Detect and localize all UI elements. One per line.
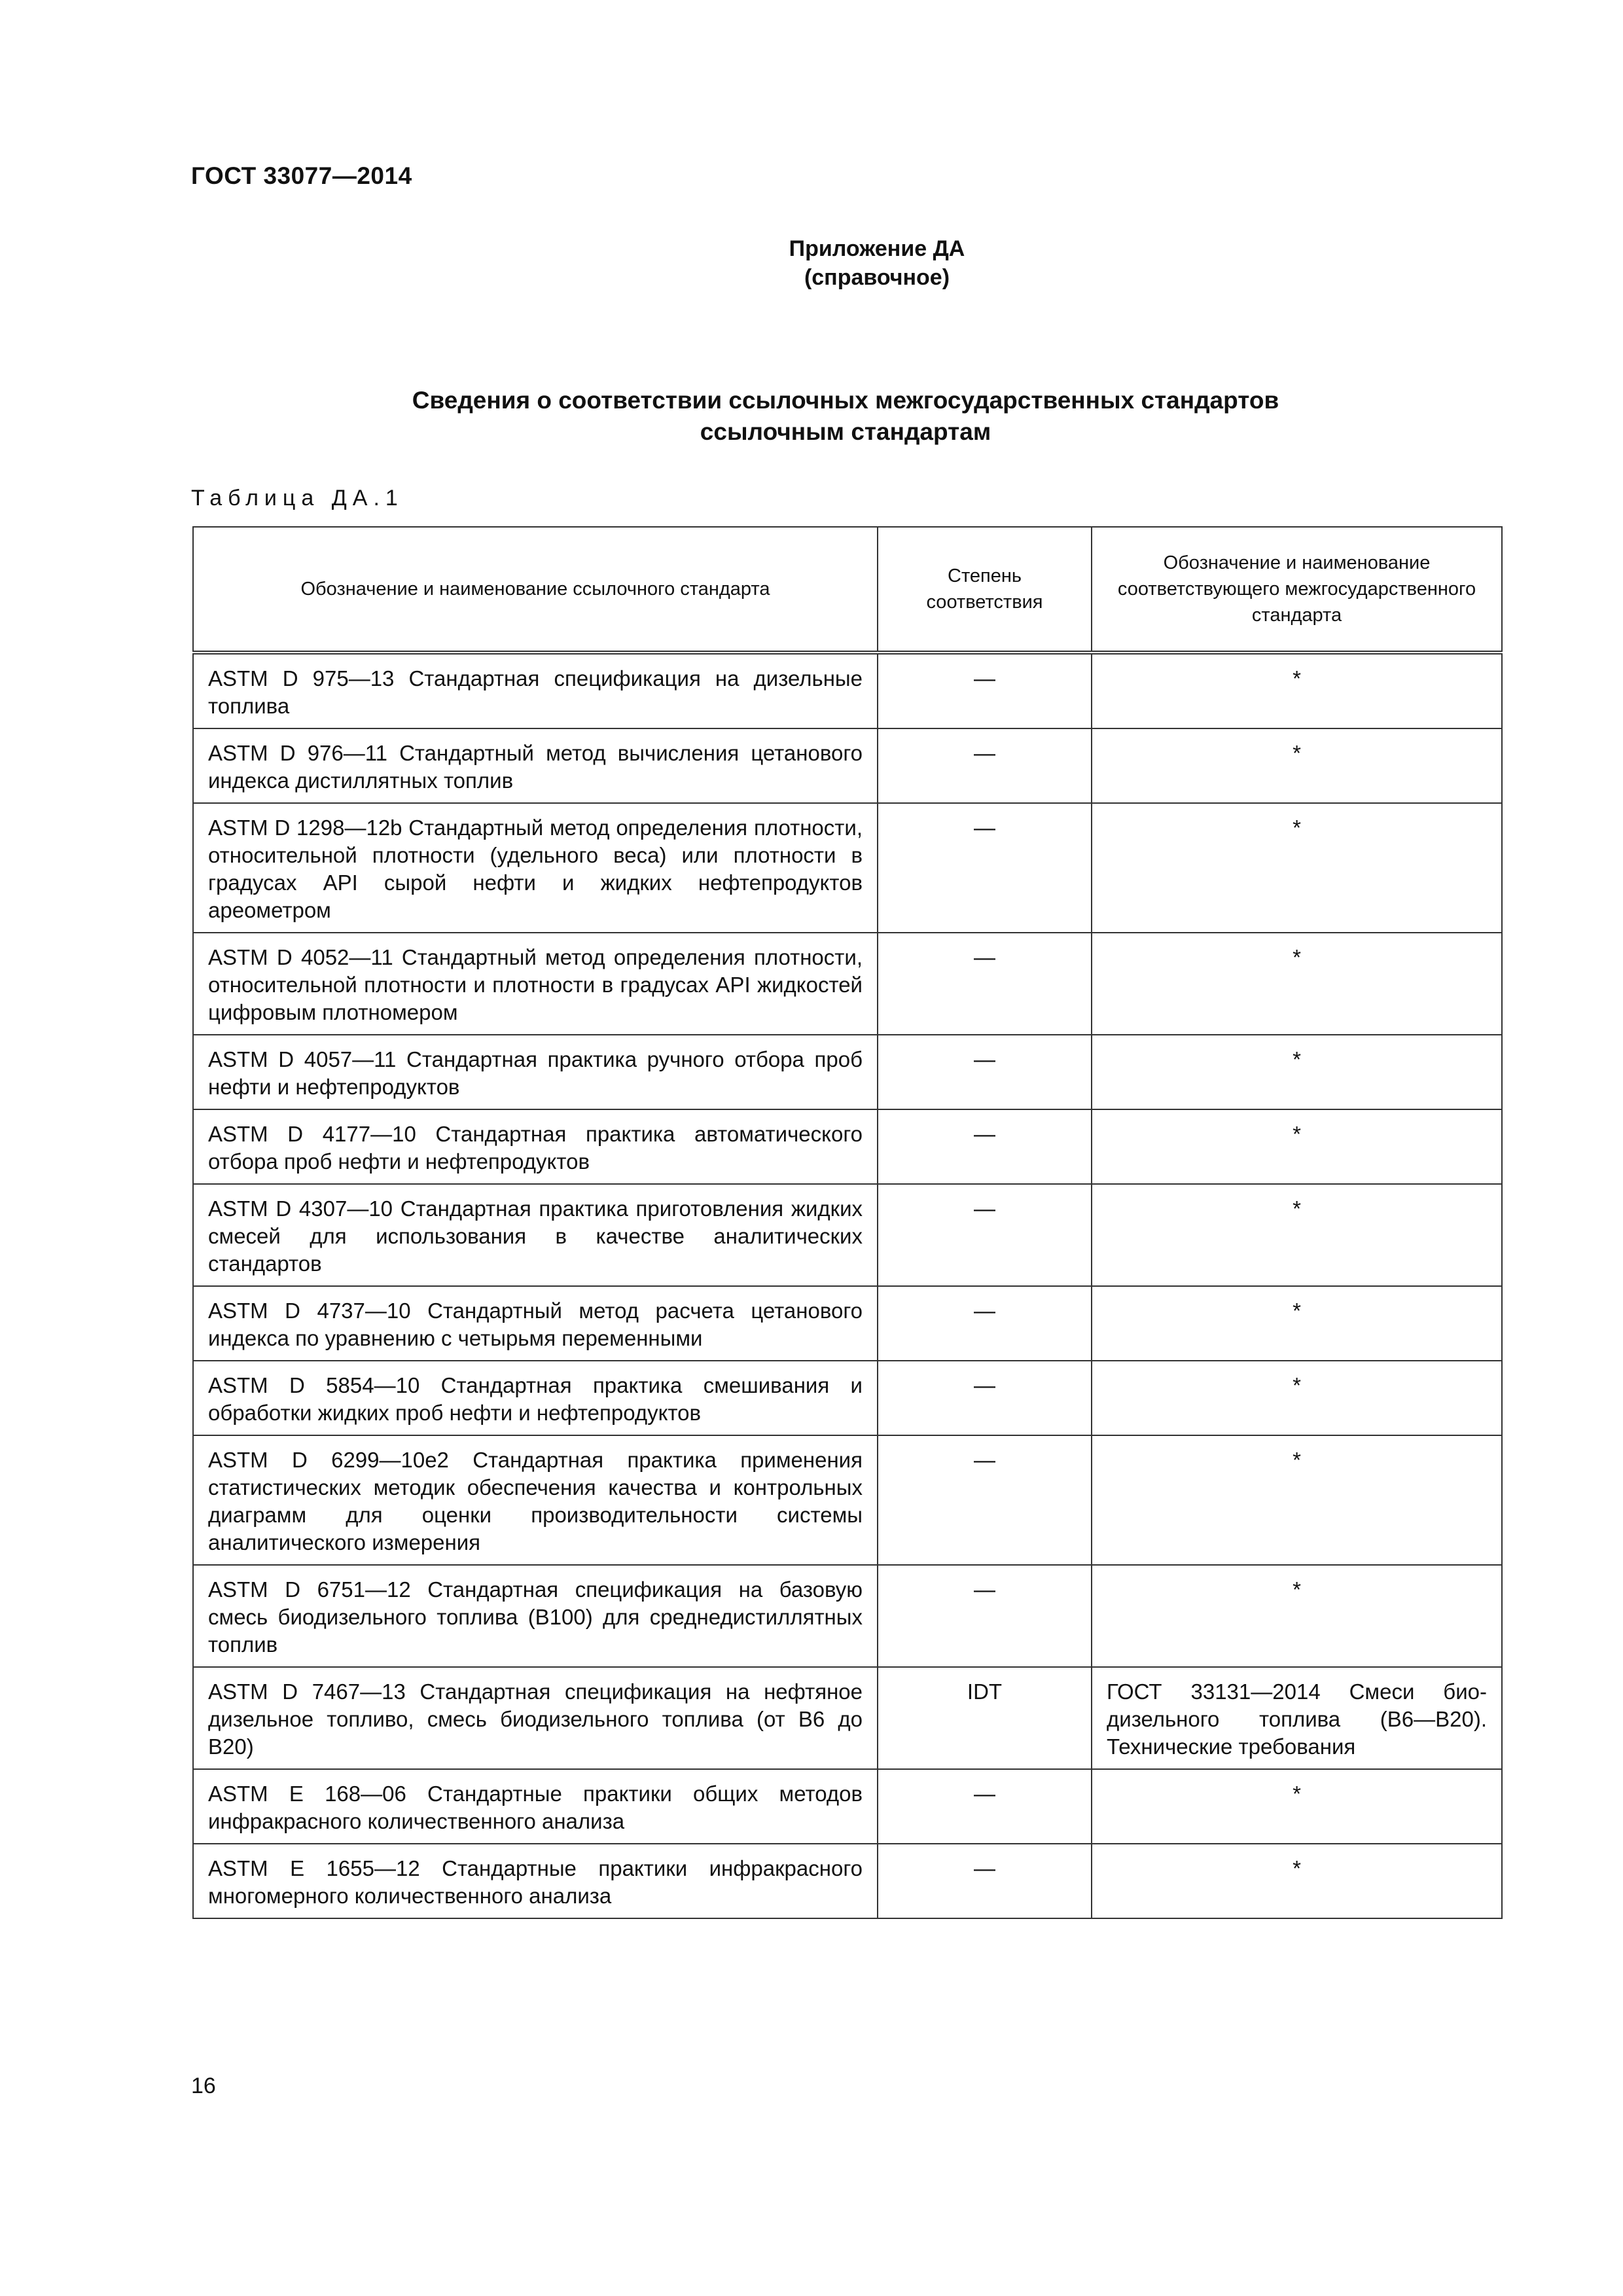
degree-cell: — [878, 1035, 1092, 1109]
header-reference-standard: Обозначение и наименование ссылочного стандарта [193, 527, 878, 653]
interstate-standard-cell: * [1092, 1435, 1502, 1565]
section-title-line-1: Сведения о соответствии ссылочных межгосударственных стандартов [412, 387, 1279, 414]
reference-standard-cell: ASTM E 168—06 Стандартные практики общих методов инфракрасного количественного анализа [193, 1769, 878, 1844]
interstate-standard-cell: * [1092, 1286, 1502, 1361]
table-row [193, 933, 1502, 1035]
degree-cell: — [878, 933, 1092, 1035]
interstate-standard-cell: * [1092, 803, 1502, 933]
reference-standard-cell: ASTM D 5854—10 Стандартная практика смешивания и обработки жидких проб нефти и нефтепродуктов [193, 1361, 878, 1435]
header-degree-of-correspondence: Степень соответствия [878, 527, 1092, 653]
interstate-standard-cell: * [1092, 653, 1502, 728]
degree-cell: — [878, 1435, 1092, 1565]
table-row [193, 1109, 1502, 1184]
interstate-standard-cell: * [1092, 1109, 1502, 1184]
degree-cell: — [878, 803, 1092, 933]
reference-standard-cell: ASTM E 1655—12 Стандартные практики инфракрасного многомерного количественного анализа [193, 1844, 878, 1918]
reference-standard-cell: ASTM D 4052—11 Стандартный метод определения плотности, относительной плотности и плотности в градусах API жидкостей цифровым плотномером [193, 933, 878, 1035]
reference-standard-cell: ASTM D 976—11 Стандартный метод вычисления цетанового индекса дистиллятных топлив [193, 728, 878, 803]
table-row [193, 1184, 1502, 1286]
interstate-standard-cell: * [1092, 933, 1502, 1035]
degree-cell: — [878, 1184, 1092, 1286]
header-interstate-standard: Обозначение и наименование соответствующего межгосударственного стандарта [1092, 527, 1502, 653]
table-body [193, 653, 1502, 1918]
appendix-kind: (справочное) [804, 265, 950, 290]
table-row [193, 1035, 1502, 1109]
degree-cell: — [878, 1769, 1092, 1844]
table-row [193, 1769, 1502, 1844]
degree-cell: — [878, 1286, 1092, 1361]
degree-cell: — [878, 1565, 1092, 1667]
table-row [193, 1565, 1502, 1667]
table-row [193, 1286, 1502, 1361]
table-header-row [193, 527, 1502, 653]
appendix-label: Приложение ДА [789, 236, 965, 261]
interstate-standard-cell: * [1092, 1769, 1502, 1844]
degree-cell: — [878, 1361, 1092, 1435]
table-row [193, 653, 1502, 728]
degree-cell: — [878, 728, 1092, 803]
reference-standard-cell: ASTM D 4057—11 Стандартная практика ручного отбора проб нефти и нефтепродуктов [193, 1035, 878, 1109]
table-row [193, 1667, 1502, 1769]
degree-cell: — [878, 1844, 1092, 1918]
table-caption: Таблица ДА.1 [191, 486, 404, 511]
reference-standard-cell: ASTM D 6299—10е2 Стандартная практика применения статистических методик обеспечения качества и контрольных диаграмм для оценки производительности системы аналитического измерения [193, 1435, 878, 1565]
interstate-standard-cell: * [1092, 1184, 1502, 1286]
table-row [193, 1361, 1502, 1435]
page-number: 16 [191, 2073, 216, 2098]
degree-cell: IDT [878, 1667, 1092, 1769]
interstate-standard-cell: * [1092, 728, 1502, 803]
table-row [193, 803, 1502, 933]
reference-standard-cell: ASTM D 6751—12 Стандартная спецификация на базовую смесь биодизельного топлива (B100) для среднедистиллятных топлив [193, 1565, 878, 1667]
interstate-standard-cell: * [1092, 1361, 1502, 1435]
table-row [193, 1844, 1502, 1918]
interstate-standard-cell: * [1092, 1035, 1502, 1109]
interstate-standard-cell: * [1092, 1565, 1502, 1667]
table-row [193, 728, 1502, 803]
reference-standard-cell: ASTM D 7467—13 Стандартная спецификация на нефтяное дизельное топливо, смесь биодизельного топлива (от B6 до B20) [193, 1667, 878, 1769]
reference-standard-cell: ASTM D 975—13 Стандартная спецификация на дизельные топлива [193, 653, 878, 728]
interstate-standard-cell: ГОСТ 33131—2014 Смеси биодизельного топлива (B6—B20). Технические требования [1092, 1667, 1502, 1769]
section-title-line-2: ссылочным стандартам [700, 418, 991, 445]
degree-cell: — [878, 653, 1092, 728]
interstate-standard-cell: * [1092, 1844, 1502, 1918]
reference-standard-cell: ASTM D 4307—10 Стандартная практика приготовления жидких смесей для использования в качестве аналитических стандартов [193, 1184, 878, 1286]
table-row [193, 1435, 1502, 1565]
degree-cell: — [878, 1109, 1092, 1184]
reference-standard-cell: ASTM D 4737—10 Стандартный метод расчета цетанового индекса по уравнению с четырьмя переменными [193, 1286, 878, 1361]
standards-table-container [192, 526, 1501, 1919]
section-title [191, 385, 1500, 448]
appendix-heading [694, 234, 1060, 292]
reference-standard-cell: ASTM D 4177—10 Стандартная практика автоматического отбора проб нефти и нефтепродуктов [193, 1109, 878, 1184]
reference-standard-cell: ASTM D 1298—12b Стандартный метод определения плотности, относительной плотности (удельного веса) или плотности в градусах API сырой нефти и жидких нефтепродуктов ареометром [193, 803, 878, 933]
standards-correspondence-table [192, 526, 1503, 1919]
document-code: ГОСТ 33077—2014 [191, 162, 412, 189]
